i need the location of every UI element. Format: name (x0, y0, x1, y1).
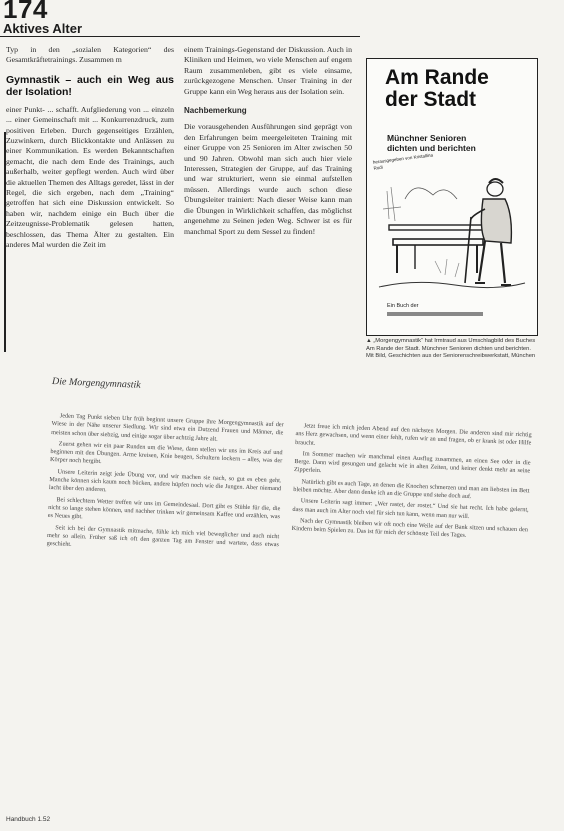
book-title: Am Rande der Stadt (385, 66, 489, 111)
publisher-note: Ein Buch der (387, 303, 483, 316)
subheading-nachbemerkung: Nachbemerkung (184, 106, 247, 116)
book-cover-image (366, 58, 538, 336)
handwritten-paragraph: Jetzt freue ich mich jeden Abend auf den nächsten Morgen. Die anderen sind mir richtig ans Herz gewachsen, und wenn einer fehlt, rufen wir an und fragen, ob er krank ist oder Hilfe braucht. (295, 422, 532, 447)
middle-body-paragraph: einem Trainings-Gegenstand der Diskussion. Auch in Kliniken und Heimen, wo viele Menschen auf engem Raum zusammenleben, gibt es viele einsame, zurückgezogene Menschen. Unser Training in der Gruppe kann ein Weg heraus aus der Isolation sein. (184, 45, 352, 96)
left-text-column (6, 45, 174, 251)
page-footer: Handbuch 1.52 (6, 816, 51, 823)
handwritten-paragraph: Bei schlechtem Wetter treffen wir uns im Gemeindesaal. Dort gibt es Stühle für die, die nicht so lange stehen können, und nachher trinken wir gemeinsam Kaffee und erzählen, was es Neues gibt. (47, 495, 281, 521)
handwritten-paragraph: Unsere Leiterin sagt immer: „Wer rastet, der rostet.“ Und sie hat recht. Ich habe gelernt, dass man auch im Alter noch viel für sich tun kann, wenn man nur will. (292, 497, 529, 520)
middle-text-column (184, 45, 352, 237)
handwritten-left-column (46, 412, 283, 561)
section-heading: Gymnastik – auch ein Weg aus der Isolation! (6, 73, 174, 98)
page-number: 174 (3, 0, 48, 24)
book-subtitle: Münchner Senioren dichten und berichten (387, 133, 476, 153)
handwritten-paragraph: Seit ich bei der Gymnastik mitmache, fühle ich mich viel beweglicher und auch nicht mehr so allein. Früher saß ich oft den ganzen Tag am Fenster und wartete, dass etwas geschieht. (46, 523, 280, 549)
handwritten-paragraph: Zuerst gehen wir ein paar Runden um die Wiese, dann stellen wir uns im Kreis auf und beginnen mit den Übungen. Arme kreisen, Knie beugen, Schultern lockern – alles, was der Körper noch hergibt. (49, 440, 283, 466)
running-head: Aktives Alter (3, 21, 82, 36)
cover-caption: ▲ „Morgengymnastik“ hat Irmtraud aus Umschlagbild des Buches Am Rande der Stadt. Münchner Senioren dichten und berichten. Mit Bild, Geschichten aus der Seniorenschreibwerkstatt, München (366, 338, 536, 360)
publisher-name-smudge (387, 312, 483, 316)
book-editor-note: herausgegeben von Kristallina Rudi (372, 152, 434, 171)
handwritten-paragraph: Jeden Tag Punkt sieben Uhr früh beginnt unsere Gruppe ihre Morgengymnastik auf der Wiese in der Nähe unserer Siedlung. Wir sind etwa ein Dutzend Frauen und Männer, die meisten schon über siebzig, und einige sogar über achtzig Jahre alt. (51, 412, 284, 443)
nachbemerkung-paragraph: Die vorausgehenden Ausführungen sind geprägt von den Erfahrungen beim meergeleiteten Training mit einer Gruppe von 25 Senioren im Alter zwischen 50 und 90 Jahren. Obwohl man sich auch hier viele Interessen, Strategien der Gruppe, auf das Training und war strukturiert, wenn sie einmal aufstellen müssen. Allerdings wurde auch schon diese Übungsleiter trainiert: Nach dieser Weise kann man die Übungen in Wirklichkeit schaffen, das möglichst angenehme zu Seinen jeden Weg. Schwer ist es für manchmal Sport zu dem Sessel zu finden! (184, 122, 352, 236)
handwritten-paragraph: Im Sommer machen wir manchmal einen Ausflug zusammen, an einen See oder in die Berge. Dann wird gesungen und gelacht wie in alten Zeiten, und keiner denkt mehr an seine Zipperlein. (293, 450, 531, 475)
bench-illustration (375, 169, 529, 297)
intro-paragraph: Typ in den „sozialen Kategorien“ des Gesamtkräftetrainings. Zusammen m (6, 45, 174, 65)
handwritten-paragraph: Natürlich gibt es auch Tage, an denen die Knochen schmerzen und man am liebsten im Bett bleiben möchte. Aber dann denke ich an die Gruppe und stehe doch auf. (293, 478, 530, 501)
header-rule (0, 36, 360, 37)
handwritten-right-column (291, 422, 531, 546)
handwritten-paragraph: Nach der Gymnastik bleiben wir oft noch eine Weile auf der Bank sitzen und schauen den Kindern beim Spielen zu. Das ist für mich der schönste Teil des Tages. (291, 517, 528, 540)
left-body-paragraph: einer Punkt- ... schafft. Aufgliederung von ... einzeln ... einer Gemeinschaft mit ... Konkurrenzdruck, zum positiven Erleben. Durch gegenseitiges Erzählen, Zuzwinkern, durch Blickkontakte und Anlässen zu einer Kommunikation. Es werden Bekanntschaften gemacht, die nach dem Ende des Trainings, auch außerhalb, weiter gepflegt werden. Auch wird über die aktuellen Themen des Alltags geredet, lässt in der Regel, die sich ergeben, nach dem „Training“ getroffen hat sich eine Diskussion entwickelt. So haben wir, nachdem einige ein Buch über die Zeitzeugnisse-Problematik gelesen hatten, beschlossen, das Thema Älter zu gestalten. Ein anderes Mal wurden die Zeit im (6, 104, 174, 250)
handwritten-paragraph: Unsere Leiterin zeigt jede Übung vor, und wir machen sie nach, so gut es eben geht. Manche können sich kaum noch bücken, andere hüpfen noch wie die Jungen. Aber niemand lacht über den anderen. (48, 468, 282, 494)
handwritten-title: Die Morgengymnastik (51, 376, 141, 391)
